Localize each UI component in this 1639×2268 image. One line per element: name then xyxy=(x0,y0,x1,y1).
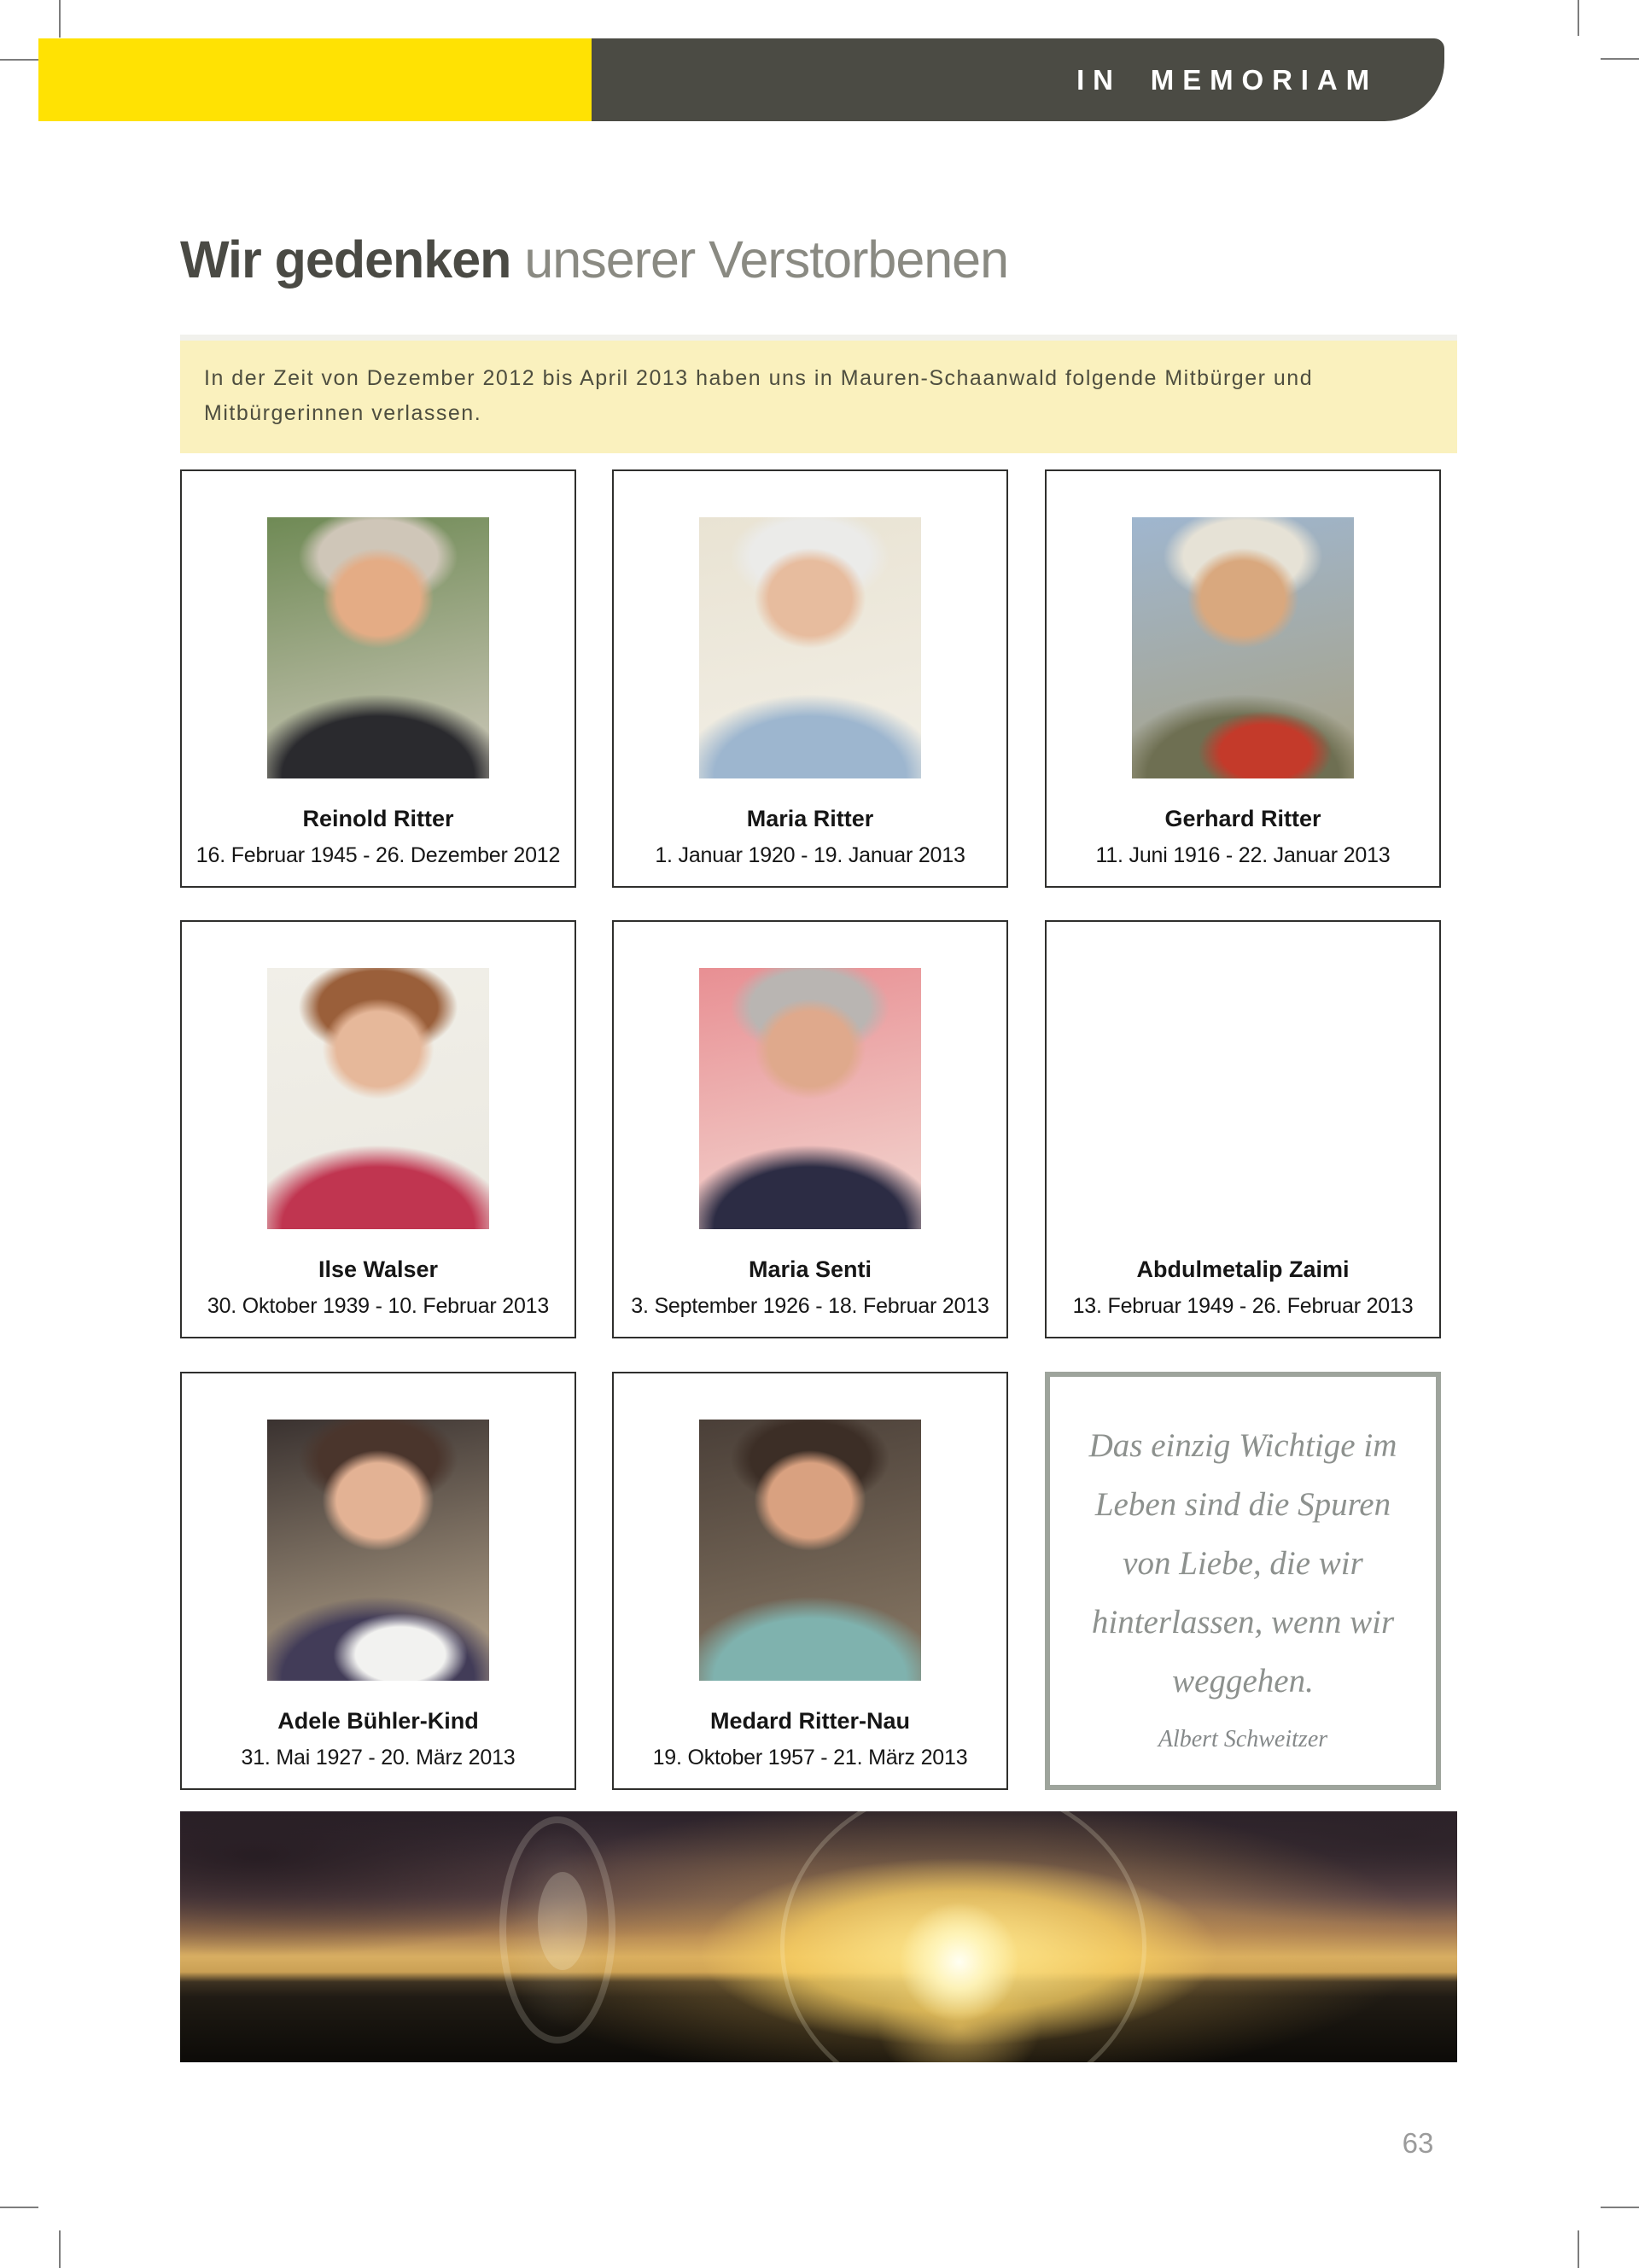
lens-flare-spot xyxy=(538,1872,587,1970)
crop-mark-bottom-right-horizontal xyxy=(1601,2207,1639,2208)
crop-mark-bottom-right-vertical xyxy=(1578,2230,1579,2268)
memorial-card-no-photo xyxy=(1045,920,1441,1338)
person-name: Maria Senti xyxy=(748,1256,872,1282)
person-dates: 30. Oktober 1939 - 10. Februar 2013 xyxy=(207,1294,550,1318)
memorial-card xyxy=(612,1372,1008,1790)
person-dates: 3. September 1926 - 18. Februar 2013 xyxy=(631,1294,989,1318)
quote-line: von Liebe, die wir xyxy=(1123,1545,1363,1582)
person-dates: 11. Juni 1916 - 22. Januar 2013 xyxy=(1095,843,1391,867)
quote-line: Das einzig Wichtige im xyxy=(1088,1427,1397,1464)
intro-notice-box xyxy=(180,335,1457,453)
header-section-tab xyxy=(592,38,1444,121)
person-dates: 16. Februar 1945 - 26. Dezember 2012 xyxy=(195,843,561,867)
quote-line: Leben sind die Spuren xyxy=(1094,1486,1391,1523)
header-yellow-bar xyxy=(38,38,592,121)
crop-mark-top-left-vertical xyxy=(59,0,61,38)
person-name: Adele Bühler-Kind xyxy=(277,1708,479,1734)
memorial-card xyxy=(180,1372,576,1790)
page-title xyxy=(180,232,1008,287)
crop-mark-bottom-left-horizontal xyxy=(0,2207,38,2208)
portrait-photo xyxy=(267,968,489,1229)
quote-attribution: Albert Schweitzer xyxy=(1158,1726,1328,1752)
portrait-photo xyxy=(699,968,921,1229)
page-title-bold: Wir gedenken xyxy=(180,230,511,289)
person-dates: 19. Oktober 1957 - 21. März 2013 xyxy=(652,1746,968,1770)
memorial-card xyxy=(612,920,1008,1338)
quote-line: hinterlassen, wenn wir xyxy=(1091,1604,1395,1641)
crop-mark-top-right-vertical xyxy=(1578,0,1579,36)
person-name: Gerhard Ritter xyxy=(1164,806,1321,831)
crop-mark-top-right-horizontal xyxy=(1601,58,1639,60)
portrait-photo xyxy=(267,517,489,778)
quote-line: weggehen. xyxy=(1172,1663,1314,1700)
page-number: 63 xyxy=(1402,2127,1434,2159)
person-name: Reinold Ritter xyxy=(302,806,454,831)
person-name: Ilse Walser xyxy=(318,1256,439,1282)
section-label: IN MEMORIAM xyxy=(1076,64,1378,96)
crop-mark-bottom-left-vertical xyxy=(59,2230,61,2268)
intro-notice-text: In der Zeit von Dezember 2012 bis April 2013 haben uns in Mauren-Schaanwald folgende Mitbürger und Mitbürgerinnen verlassen. xyxy=(204,366,1314,425)
person-dates: 31. Mai 1927 - 20. März 2013 xyxy=(241,1746,516,1770)
lens-flare-halo xyxy=(780,1811,1146,2062)
person-dates: 13. Februar 1949 - 26. Februar 2013 xyxy=(1072,1294,1414,1318)
crop-mark-top-left-horizontal xyxy=(0,59,38,61)
person-name: Abdulmetalip Zaimi xyxy=(1136,1256,1350,1282)
person-dates: 1. Januar 1920 - 19. Januar 2013 xyxy=(655,843,965,867)
memorial-card xyxy=(180,469,576,888)
person-name: Maria Ritter xyxy=(746,806,874,831)
portrait-photo xyxy=(1132,517,1354,778)
page-title-light: unserer Verstorbenen xyxy=(510,230,1009,289)
portrait-photo xyxy=(699,1420,921,1681)
memorial-card xyxy=(612,469,1008,888)
sunset-banner-photo xyxy=(180,1811,1457,2062)
portrait-photo xyxy=(267,1420,489,1681)
person-name: Medard Ritter-Nau xyxy=(709,1708,911,1734)
portrait-photo xyxy=(699,517,921,778)
memorial-card xyxy=(1045,469,1441,888)
memorial-card xyxy=(180,920,576,1338)
quote-card xyxy=(1045,1372,1441,1790)
